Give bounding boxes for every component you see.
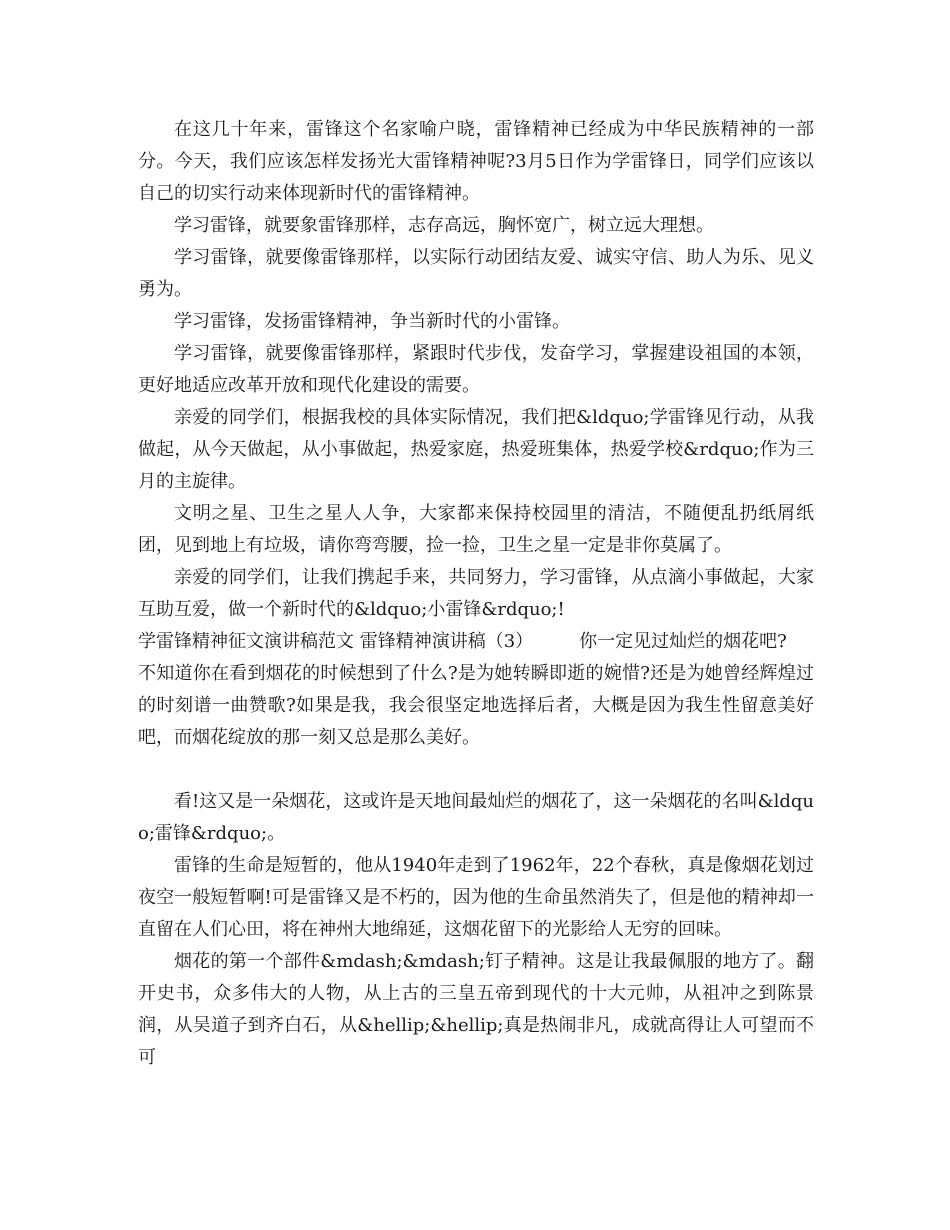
paragraph-8: 亲爱的同学们，让我们携起手来，共同努力，学习雷锋，从点滴小事做起，大家互助互爱，做一个新时代的&ldquo;小雷锋&rdquo;!	[138, 567, 814, 620]
paragraph-7: 文明之星、卫生之星人人争，大家都来保持校园里的清洁，不随便乱扔纸屑纸团，见到地上有垃圾，请你弯弯腰，捡一捡，卫生之星一定是非你莫属了。	[138, 503, 814, 556]
paragraph-10: 雷锋的生命是短暂的，他从1940年走到了1962年，22个春秋，真是像烟花划过夜空一般短暂啊!可是雷锋又是不朽的，因为他的生命虽然消失了，但是他的精神却一直留在人们心田，将在神州大地绵延，这烟花留下的光影给人无穷的回味。	[138, 855, 814, 940]
paragraph-1: 在这几十年来，雷锋这个名家喻户晓，雷锋精神已经成为中华民族精神的一部分。今天，我们应该怎样发扬光大雷锋精神呢?3月5日作为学雷锋日，同学们应该以自己的切实行动来体现新时代的雷锋精神。	[138, 119, 814, 204]
paragraph-4: 学习雷锋，发扬雷锋精神，争当新时代的小雷锋。	[174, 311, 570, 332]
paragraph-3: 学习雷锋，就要像雷锋那样，以实际行动团结友爱、诚实守信、助人为乐、见义勇为。	[138, 247, 814, 300]
paragraph-11: 烟花的第一个部件&mdash;&mdash;钉子精神。这是让我最佩服的地方了。翻开史书，众多伟大的人物，从上古的三皇五帝到现代的十大元帅，从祖冲之到陈景润，从吴道子到齐白石，从&hellip;&hellip;真是热闹非凡，成就高得让人可望而不可	[138, 951, 814, 1068]
section-header	[138, 626, 814, 658]
paragraph-2: 学习雷锋，就要象雷锋那样，志存高远，胸怀宽广，树立远大理想。	[174, 215, 714, 236]
continuation-paragraph: 不知道你在看到烟花的时候想到了什么?是为她转瞬即逝的婉惜?还是为她曾经辉煌过的时刻谱一曲赞歌?如果是我，我会很坚定地选择后者，大概是因为我生性留意美好吧，而烟花绽放的那一刻又总是那么美好。	[138, 663, 814, 748]
paragraph-9: 看!这又是一朵烟花，这或许是天地间最灿烂的烟花了，这一朵烟花的名叫&ldquo;雷锋&rdquo;。	[138, 791, 814, 844]
section-title: 学雷锋精神征文演讲稿范文 雷锋精神演讲稿（3）	[138, 631, 534, 652]
paragraph-6: 亲爱的同学们，根据我校的具体实际情况，我们把&ldquo;学雷锋见行动，从我做起，从今天做起，从小事做起，热爱家庭，热爱班集体，热爱学校&rdquo;作为三月的主旋律。	[138, 407, 814, 492]
section-lead: 你一定见过灿烂的烟花吧?	[579, 631, 787, 652]
paragraph-5: 学习雷锋，就要像雷锋那样，紧跟时代步伐，发奋学习，掌握建设祖国的本领，更好地适应改革开放和现代化建设的需要。	[138, 343, 814, 396]
